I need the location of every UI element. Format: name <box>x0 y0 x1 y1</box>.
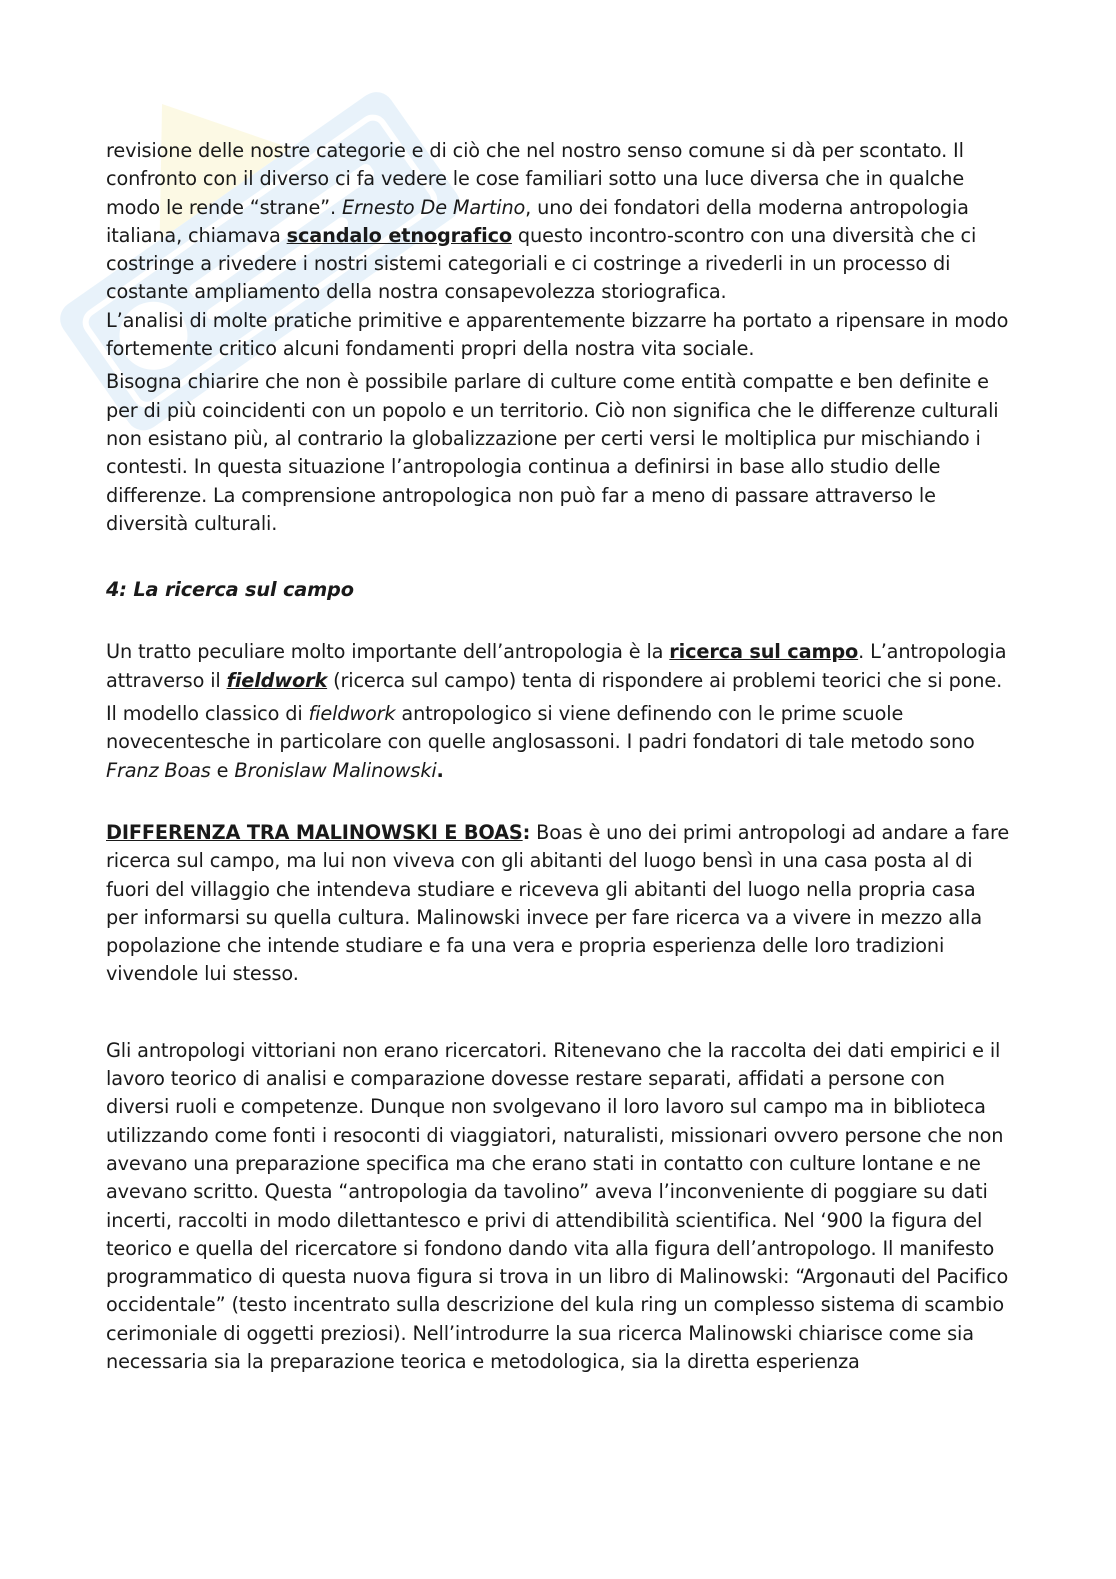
paragraph-modello: Il modello classico di fieldwork antropologico si viene definendo con le prime scuole novecentesche in particolare con quelle anglosassoni. I padri fondatori di tale metodo sono Franz Boas e Bronislaw Malinowski. <box>106 702 975 782</box>
paragraph-vittoriani: Gli antropologi vittoriani non erano ricercatori. Ritenevano che la raccolta dei dati empirici e il lavoro teorico di analisi e comparazione dovesse restare separati, affidati a persone con diversi ruoli e competenze. Dunque non svolgevano il loro lavoro sul campo ma in biblioteca utilizzando come fonti i resoconti di viaggiatori, naturalisti, missionari ovvero persone che non avevano una preparazione specifica ma che erano stati in contatto con culture lontane e ne avevano scritto. Questa “antropologia da tavolino” aveva l’inconveniente di poggiare su dati incerti, raccolti in modo dilettantesco e privi di attendibilità scientifica. Nel ‘900 la figura del teorico e quella del ricercatore si fondono dando vita alla figura dell’antropologo. Il manifesto programmatico di questa nuova figura si trova in un libro di Malinowski: “Argonauti del Pacifico occidentale” (testo incentrato sulla descrizione del kula ring un complesso sistema di scambio cerimoniale di oggetti preziosi). Nell’introdurre la sua ricerca Malinowski chiarisce come sia necessaria sia la preparazione teorica e metodologica, sia la diretta esperienza <box>106 1038 1009 1373</box>
key-term: fieldwork <box>226 668 328 692</box>
paragraph-culture: Bisogna chiarire che non è possibile parlare di culture come entità compatte e ben definite e per di più coincidenti con un popolo e un territorio. Ciò non significa che le differenze culturali non esistano più, al contrario la globalizzazione per certi versi le moltiplica pur mischiando i contesti. In questa situazione l’antropologia continua a definirsi in base allo studio delle differenze. La comprensione antropologica non può far a meno di passare attraverso le diversità culturali. <box>106 370 999 535</box>
key-term: ricerca sul campo <box>669 640 859 664</box>
document-page <box>106 137 1011 1376</box>
author-name: Franz Boas <box>106 758 211 782</box>
paragraph-differenza: DIFFERENZA TRA MALINOWSKI E BOAS: Boas è uno dei primi antropologi ad andare a fare ricerca sul campo, ma lui non viveva con gli abitanti del luogo bensì in una casa posta al di fuori del villaggio che intendeva studiare e riceveva gli abitanti del luogo nella propria casa per informarsi su quella cultura. Malinowski invece per fare ricerca va a vivere in mezzo alla popolazione che intende studiare e fa una vera e propria esperienza delle loro tradizioni vivendole lui stesso. <box>106 820 1010 986</box>
paragraph-ricerca: Un tratto peculiare molto importante dell’antropologia è la ricerca sul campo. L’antropologia attraverso il fieldwork (ricerca sul campo) tenta di rispondere ai problemi teorici che si pone. <box>106 640 1007 692</box>
key-term: DIFFERENZA TRA MALINOWSKI E BOAS <box>106 820 523 844</box>
author-name: Bronislaw Malinowski <box>234 758 437 782</box>
section-heading: 4: La ricerca sul campo <box>106 578 354 602</box>
paragraph-analisi: L’analisi di molte pratiche primitive e apparentemente bizzarre ha portato a ripensare in modo fortemente critico alcuni fondamenti propri della nostra vita sociale. <box>106 308 1009 361</box>
key-term: scandalo etnografico <box>286 223 512 247</box>
paragraph-scandalo: revisione delle nostre categorie e di ciò che nel nostro senso comune si dà per scontato. Il confronto con il diverso ci fa vedere le cose familiari sotto una luce diversa che in qualche modo le rende “strane”. Ernesto De Martino, uno dei fondatori della moderna antropologia italiana, chiamava scandalo etnografico questo incontro-scontro con una diversità che ci costringe a rivedere i nostri sistemi categoriali e ci costringe a rivederli in un processo di costante ampliamento della nostra consapevolezza storiografica. <box>106 139 977 304</box>
author-name: Ernesto De Martino <box>341 195 526 219</box>
